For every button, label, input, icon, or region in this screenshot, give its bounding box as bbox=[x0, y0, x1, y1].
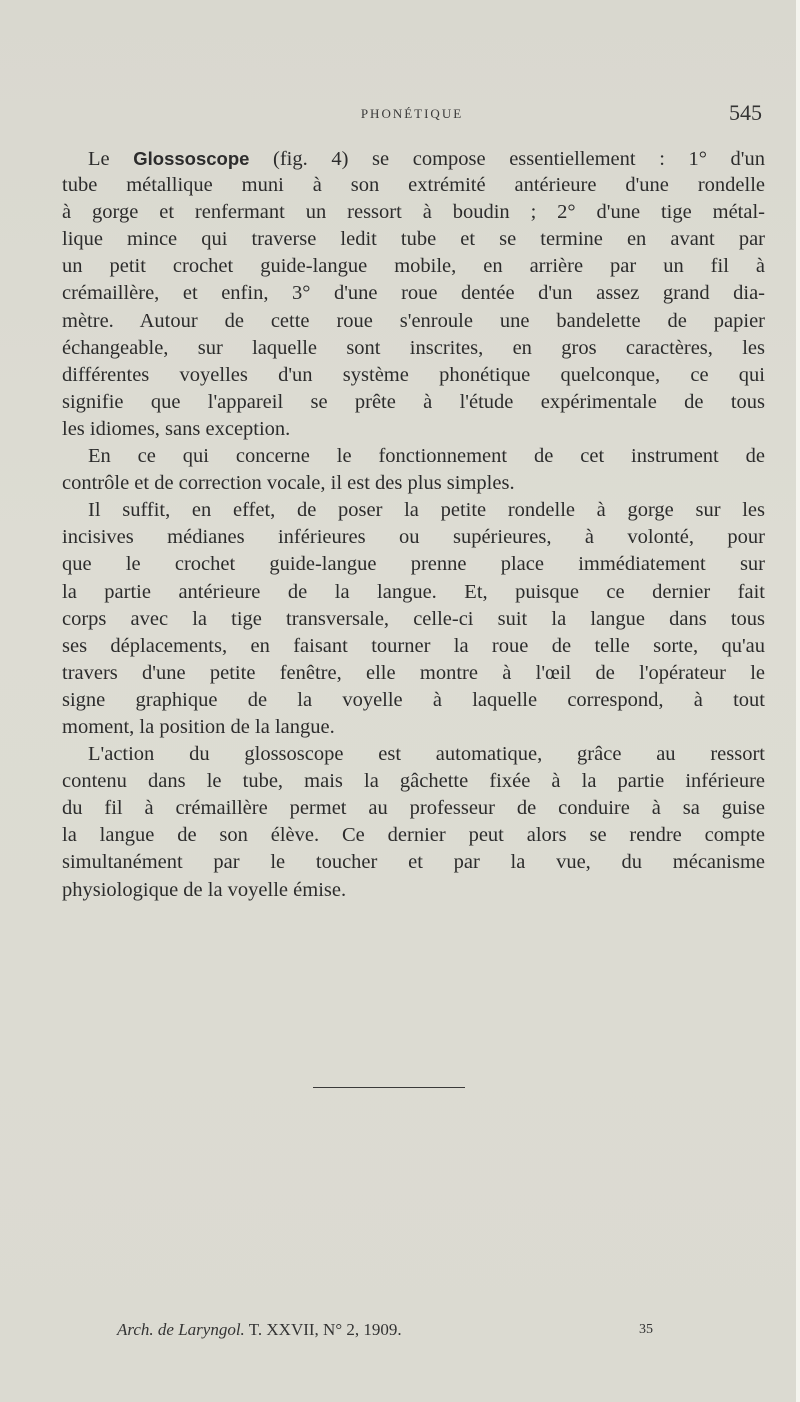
text-line-1: Le Glossoscope (fig. 4) se compose essentiellement : 1° d'un bbox=[88, 148, 765, 170]
text-line-17: la partie antérieure de la langue. Et, puisque ce dernier fait bbox=[62, 580, 765, 603]
text-line-4: lique mince qui traverse ledit tube et se termine en avant par bbox=[62, 228, 765, 251]
text-line-25: du fil à crémaillère permet au professeur de conduire à sa guise bbox=[62, 797, 765, 820]
text-line-7: mètre. Autour de cette roue s'enroule une bandelette de papier bbox=[62, 309, 765, 332]
text-line-10: signifie que l'appareil se prête à l'étude expérimentale de tous bbox=[62, 390, 765, 413]
text-line-14: Il suffit, en effet, de poser la petite rondelle à gorge sur les bbox=[88, 499, 765, 522]
sheet-number: 35 bbox=[639, 1322, 653, 1337]
page-header bbox=[62, 100, 762, 130]
running-title: PHONÉTIQUE bbox=[360, 106, 464, 121]
text-line-20: travers d'une petite fenêtre, elle montre à l'œil de l'opérateur le bbox=[62, 661, 765, 684]
text-line-16: que le crochet guide-langue prenne place immédiatement sur bbox=[62, 553, 765, 576]
text-line-11: les idiomes, sans exception. bbox=[62, 417, 291, 440]
text-line-13: contrôle et de correction vocale, il est des plus simples. bbox=[62, 472, 515, 495]
text-line-9: différentes voyelles d'un système phonétique quelconque, ce qui bbox=[62, 363, 765, 386]
text-line-5: un petit crochet guide-langue mobile, en arrière par un fil à bbox=[62, 255, 765, 278]
text-line-21: signe graphique de la voyelle à laquelle correspond, à tout bbox=[62, 688, 765, 711]
text-line-6: crémaillère, et enfin, 3° d'une roue dentée d'un assez grand dia- bbox=[62, 282, 765, 305]
journal-title: Arch. de Laryngol. bbox=[117, 1320, 245, 1339]
text-line-24: contenu dans le tube, mais la gâchette fixée à la partie inférieure bbox=[62, 770, 765, 793]
text-line-23: L'action du glossoscope est automatique, grâce au ressort bbox=[88, 743, 765, 766]
page-footer bbox=[117, 1320, 653, 1346]
page-number: 545 bbox=[729, 100, 762, 125]
journal-citation bbox=[117, 1320, 402, 1340]
text-line-18: corps avec la tige transversale, celle-ci suit la langue dans tous bbox=[62, 607, 765, 630]
journal-volume: T. XXVII, N° 2, 1909. bbox=[248, 1320, 402, 1339]
text-line-28: physiologique de la voyelle émise. bbox=[62, 878, 347, 901]
text-line-2: tube métallique muni à son extrémité antérieure d'une rondelle bbox=[62, 174, 765, 197]
text-line-27: simultanément par le toucher et par la vue, du mécanisme bbox=[62, 851, 765, 874]
text-line-26: la langue de son élève. Ce dernier peut alors se rendre compte bbox=[62, 824, 765, 847]
page-edge bbox=[796, 0, 800, 1402]
glossoscope-term: Glossoscope bbox=[133, 148, 250, 169]
text-line-12: En ce qui concerne le fonctionnement de cet instrument de bbox=[88, 445, 765, 468]
body-text bbox=[62, 145, 765, 904]
text-line-15: incisives médianes inférieures ou supérieures, à volonté, pour bbox=[62, 526, 765, 549]
section-divider bbox=[313, 1087, 465, 1088]
text-line-19: ses déplacements, en faisant tourner la roue de telle sorte, qu'au bbox=[62, 634, 765, 657]
text-line-8: échangeable, sur laquelle sont inscrites, en gros caractères, les bbox=[62, 336, 765, 359]
text-line-22: moment, la position de la langue. bbox=[62, 715, 335, 738]
text-line-3: à gorge et renfermant un ressort à boudin ; 2° d'une tige métal- bbox=[62, 201, 765, 224]
